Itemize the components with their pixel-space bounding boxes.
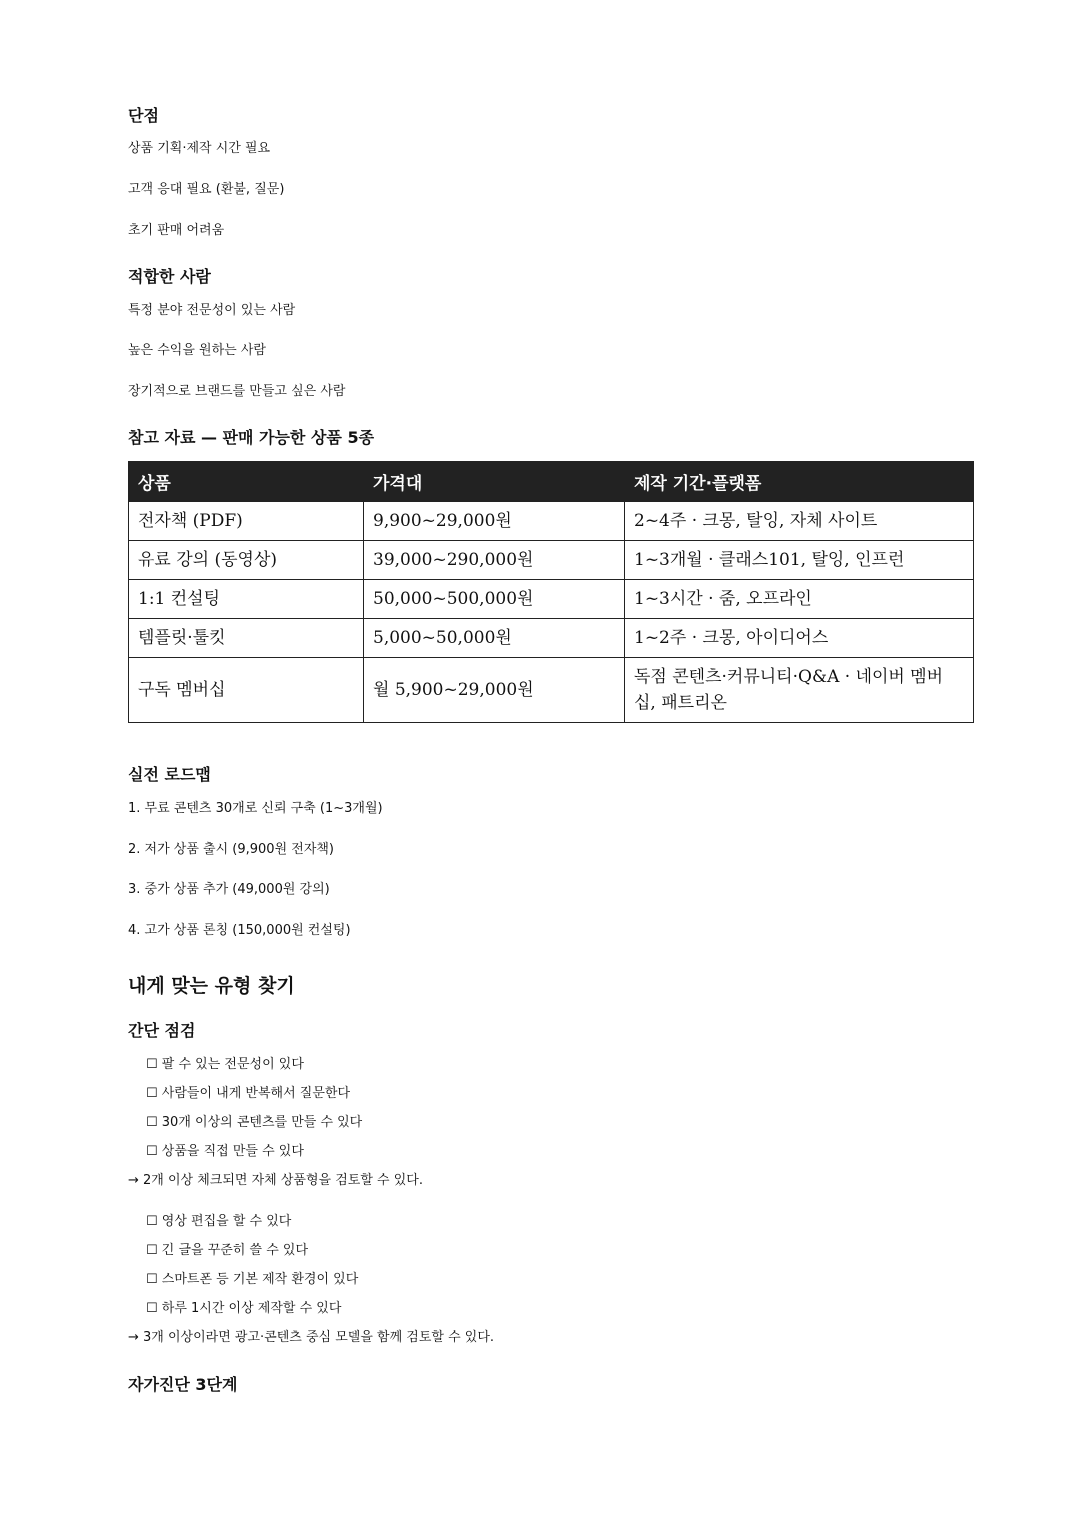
- table-row: [129, 580, 974, 619]
- list-item: 초기 판매 어려움: [128, 223, 225, 238]
- checklist-item: ☐ 사람들이 내게 반복해서 질문한다: [146, 1086, 350, 1101]
- table-row: [129, 619, 974, 658]
- checklist-item: ☐ 영상 편집을 할 수 있다: [146, 1214, 292, 1229]
- table-cell: 월 5,900~29,000원: [364, 658, 625, 723]
- table-cell: 2~4주 · 크몽, 탈잉, 자체 사이트: [625, 502, 974, 541]
- list-item: 특정 분야 전문성이 있는 사람: [128, 303, 296, 318]
- roadmap-step: 2. 저가 상품 출시 (9,900원 전자책): [128, 842, 335, 857]
- quick-check-title: 간단 점검: [128, 1021, 196, 1040]
- list-item: 고객 응대 필요 (환불, 질문): [128, 182, 285, 197]
- checklist-item: ☐ 상품을 직접 만들 수 있다: [146, 1144, 304, 1159]
- table-row: [129, 541, 974, 580]
- find-type-title: 내게 맞는 유형 찾기: [128, 975, 295, 997]
- table-cell: 9,900~29,000원: [364, 502, 625, 541]
- table-cell: 구독 멤버십: [129, 658, 364, 723]
- checklist-item: ☐ 팔 수 있는 전문성이 있다: [146, 1057, 304, 1072]
- table-cell: 전자책 (PDF): [129, 502, 364, 541]
- table-cell: 1~3개월 · 클래스101, 탈잉, 인프런: [625, 541, 974, 580]
- reference-title: 참고 자료 — 판매 가능한 상품 5종: [128, 428, 375, 447]
- table-cell: 유료 강의 (동영상): [129, 541, 364, 580]
- checklist-group-1: [128, 1055, 973, 1162]
- table-cell: 1~3시간 · 줌, 오프라인: [625, 580, 974, 619]
- table-cell: 1:1 컨설팅: [129, 580, 364, 619]
- product-table: [128, 461, 974, 723]
- self-diagnosis-title: 자가진단 3단계: [128, 1375, 238, 1394]
- disadvantages-title: 단점: [128, 106, 159, 125]
- column-header-price: 가격대: [364, 462, 625, 502]
- checklist-result-1: → 2개 이상 체크되면 자체 상품형을 검토할 수 있다.: [128, 1173, 423, 1188]
- table-row: [129, 502, 974, 541]
- column-header-platform: 제작 기간·플랫폼: [625, 462, 974, 502]
- table-cell: 39,000~290,000원: [364, 541, 625, 580]
- roadmap-title: 실전 로드맵: [128, 765, 211, 784]
- checklist-group-2: [128, 1212, 973, 1319]
- table-cell: 템플릿·툴킷: [129, 619, 364, 658]
- table-row: [129, 658, 974, 723]
- roadmap-step: 1. 무료 콘텐츠 30개로 신뢰 구축 (1~3개월): [128, 801, 383, 816]
- checklist-item: ☐ 긴 글을 꾸준히 쓸 수 있다: [146, 1243, 309, 1258]
- list-item: 높은 수익을 원하는 사람: [128, 343, 266, 358]
- checklist-result-2: → 3개 이상이라면 광고·콘텐츠 중심 모델을 함께 검토할 수 있다.: [128, 1330, 495, 1345]
- roadmap-step: 4. 고가 상품 론칭 (150,000원 컨설팅): [128, 923, 351, 938]
- checklist-item: ☐ 하루 1시간 이상 제작할 수 있다: [146, 1301, 342, 1316]
- table-cell: 50,000~500,000원: [364, 580, 625, 619]
- table-header-row: [129, 462, 974, 502]
- table-cell: 5,000~50,000원: [364, 619, 625, 658]
- table-cell: 독점 콘텐츠·커뮤니티·Q&A · 네이버 멤버십, 패트리온: [625, 658, 974, 723]
- table-cell: 1~2주 · 크몽, 아이디어스: [625, 619, 974, 658]
- column-header-product: 상품: [129, 462, 364, 502]
- roadmap-step: 3. 중가 상품 추가 (49,000원 강의): [128, 882, 330, 897]
- disadvantages-section: [128, 104, 159, 128]
- list-item: 상품 기획·제작 시간 필요: [128, 141, 271, 156]
- checklist-item: ☐ 30개 이상의 콘텐츠를 만들 수 있다: [146, 1115, 363, 1130]
- checklist-item: ☐ 스마트폰 등 기본 제작 환경이 있다: [146, 1272, 359, 1287]
- list-item: 장기적으로 브랜드를 만들고 싶은 사람: [128, 384, 346, 399]
- suitable-title: 적합한 사람: [128, 267, 211, 286]
